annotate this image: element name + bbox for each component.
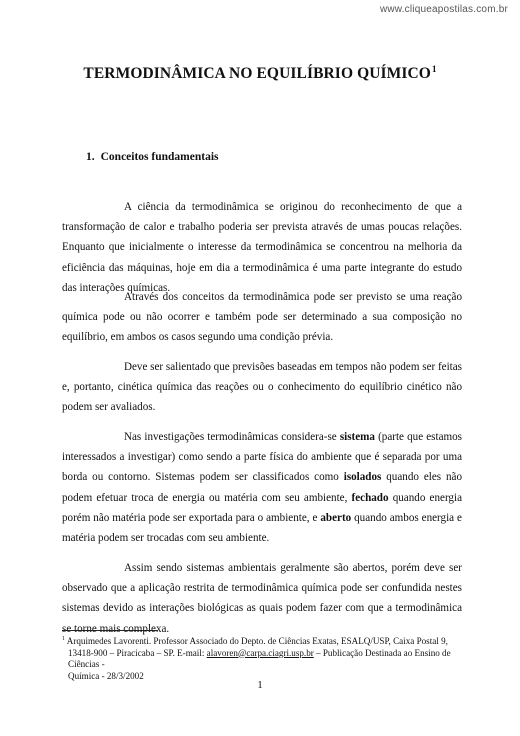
paragraph-kinetics: Deve ser salientado que previsões baseadas em tempos não podem ser feitas e, portanto, cinética química das reações ou o conhecimento do equilíbrio cinético não podem ser avaliados. bbox=[62, 361, 462, 414]
paragraph-systems bbox=[62, 427, 462, 548]
text-run: quando energia porém não matéria pode ser exportada para o ambiente, e bbox=[62, 491, 462, 524]
page-number: 1 bbox=[257, 679, 263, 691]
paragraph-thermo-origin: A ciência da termodinâmica se originou do reconhecimento de que a transformação de calor e trabalho poderia ser prevista através de umas poucas relações. Enquanto que inicialmente o interesse da termodinâmica se concentrou na melhoria da eficiência das máquinas, hoje em dia a termodinâmica é uma parte integrante do estudo das interações químicas. bbox=[62, 201, 462, 294]
footnote bbox=[62, 634, 466, 682]
footnote-publication: – Publicação Destinada ao Ensino de Ciências - bbox=[68, 647, 451, 670]
footnote-line-1 bbox=[62, 634, 466, 648]
term-fechado: fechado bbox=[351, 491, 389, 504]
paragraph-environmental-systems: Assim sendo sistemas ambientais geralmente são abertos, porém deve ser observado que a aplicação restrita de termodinâmica química pode ser confundida nestes sistemas devido as interações biológicas as quais podem fazer com que a termodinâmica se torne mais complexa. bbox=[62, 562, 462, 635]
document-title bbox=[0, 64, 520, 83]
text-run: quando ambos energia e matéria podem ser trocadas com seu ambiente. bbox=[62, 511, 462, 545]
footnote-divider bbox=[62, 630, 158, 631]
term-isolados: isolados bbox=[343, 471, 382, 484]
text-run: Nas investigações termodinâmicas considera-se bbox=[124, 431, 340, 443]
footnote-line-3: Química - 28/3/2002 bbox=[68, 670, 144, 681]
footnote-marker: 1 bbox=[62, 636, 65, 642]
title-text: TERMODINÂMICA NO EQUILÍBRIO QUÍMICO bbox=[83, 65, 431, 82]
section-label: Conceitos fundamentais bbox=[100, 151, 219, 163]
term-sistema: sistema bbox=[339, 431, 375, 443]
title-footnote-marker: 1 bbox=[431, 64, 437, 74]
section-heading bbox=[86, 151, 219, 163]
footnote-author: Arquimedes Lavorenti. Professor Associado do Depto. de Ciências Exatas, ESALQ/USP, Caixa Postal 9, bbox=[65, 636, 448, 646]
section-number: 1. bbox=[86, 151, 95, 163]
text-run: quando eles não podem efetuar troca de energia ou matéria com seu ambiente, bbox=[62, 471, 462, 504]
footnote-line-2 bbox=[62, 648, 466, 671]
text-run: (parte que estamos interessados a investigar) como sendo a parte física do ambiente que é separada por uma borda ou contorno. Sistemas podem ser classificados como bbox=[62, 431, 462, 484]
paragraph-predictions: Através dos conceitos da termodinâmica pode ser previsto se uma reação química pode ou não ocorrer e também pode ser determinado a sua composição no equilíbrio, em ambos os casos segundo uma condição prévia. bbox=[62, 291, 462, 344]
term-aberto: aberto bbox=[320, 511, 352, 524]
site-watermark: www.cliqueapostilas.com.br bbox=[379, 4, 508, 15]
footnote-address: 13418-900 – Piracicaba – SP. E-mail: bbox=[68, 647, 207, 658]
footnote-email-link[interactable]: alavoren@carpa.ciagri.usp.br bbox=[206, 647, 314, 658]
